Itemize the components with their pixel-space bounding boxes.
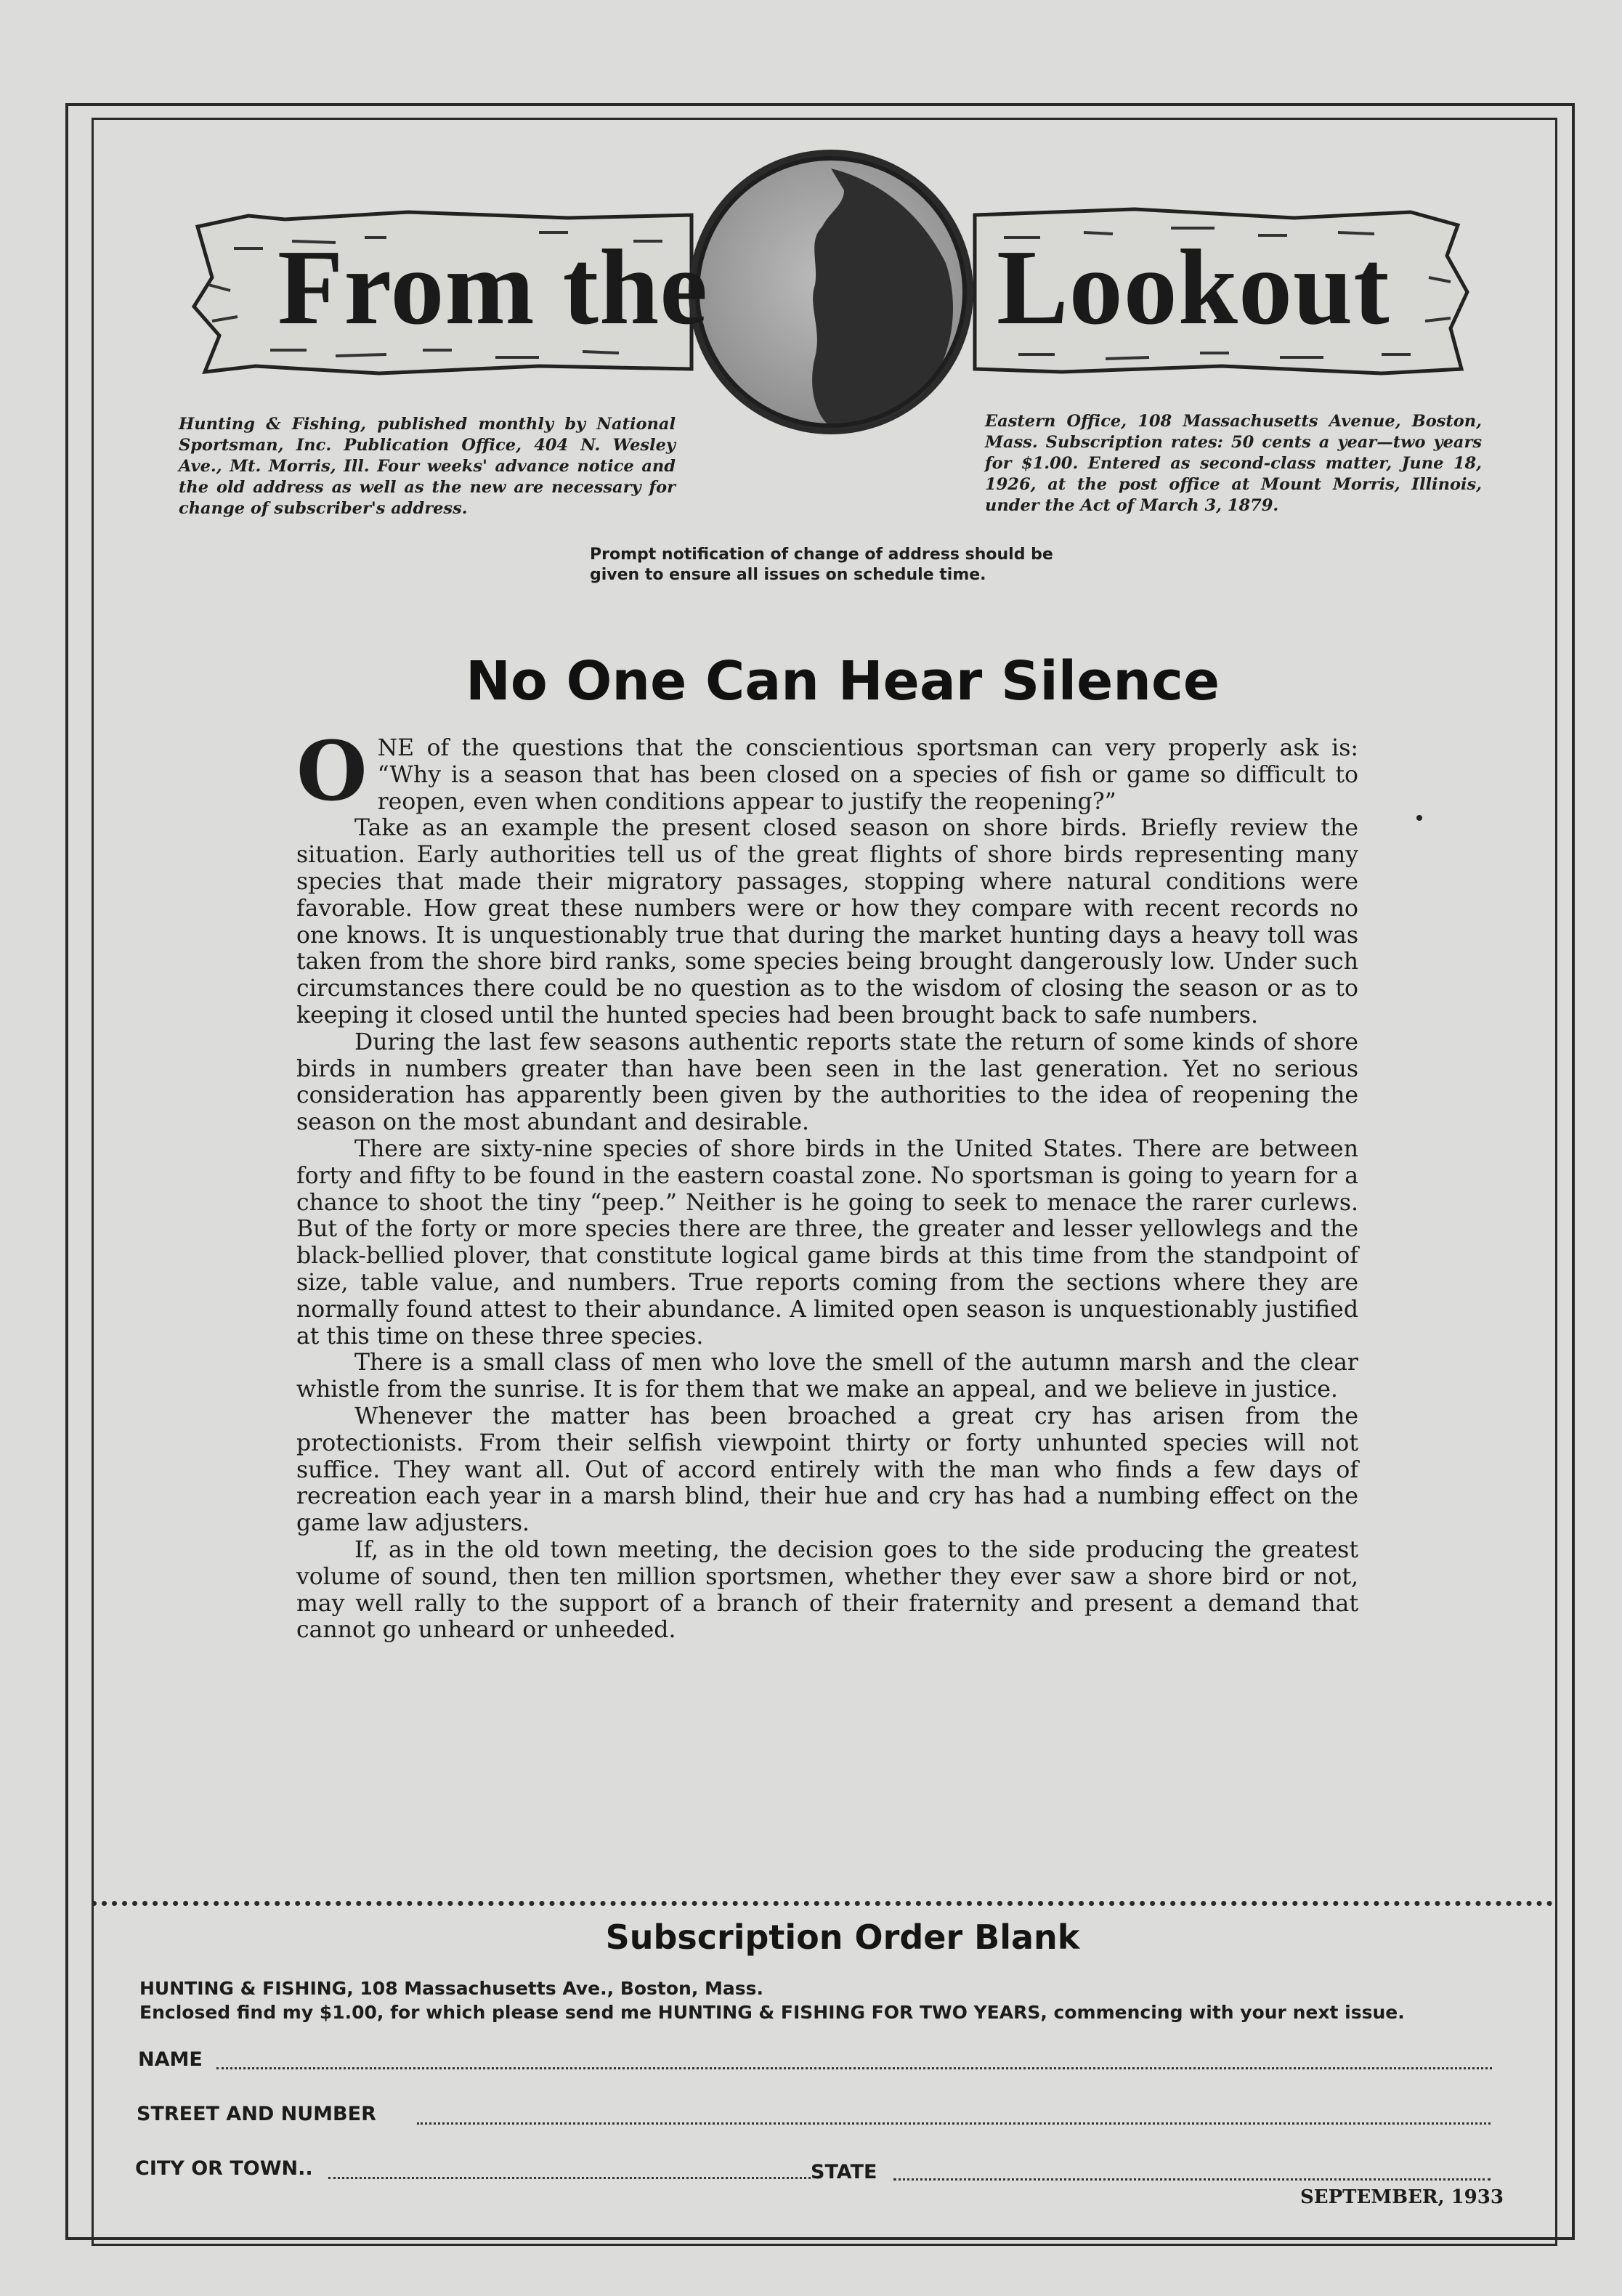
street-field[interactable]: [417, 2122, 1491, 2125]
article-paragraph: If, as in the old town meeting, the decision goes to the side producing the greatest volume of sound, then ten million sportsmen, whether they ever saw a shore bird or not, may well rally to the support of a branch of their fraternity and present a demand that cannot go unheard or unheeded.: [296, 1536, 1358, 1644]
state-label: STATE: [811, 2161, 877, 2183]
subscription-enclosed-text: Enclosed find my $1.00, for which please send me HUNTING & FISHING FOR TWO YEARS, commencing with your next issue.: [139, 2002, 1405, 2023]
article-paragraph: Take as an example the present closed season on shore birds. Briefly review the situation. Early authorities tell us of the great flights of shore birds representing many species that made their migratory passages, stopping where natural conditions were favorable. How great these numbers were or how they compare with recent records no one knows. It is unquestionably true that during the market hunting days a heavy toll was taken from the shore bird ranks, some species being brought dangerously low. Under such circumstances there could be no question as to the wisdom of closing the season or as to keeping it closed until the hunted species had been brought back to safe numbers.: [296, 815, 1358, 1029]
address-change-notice: Prompt notification of change of address should be given to ensure all issues on schedule time.: [590, 545, 1053, 584]
drop-cap: O: [296, 724, 368, 819]
print-speck: [1416, 815, 1422, 821]
name-label: NAME: [138, 2048, 203, 2071]
article-paragraph: During the last few seasons authentic reports state the return of some kinds of shore birds in numbers greater than have been seen in the last generation. Yet no serious consideration has apparently been given by the authorities to the idea of reopening the season on the most abundant and desirable.: [296, 1029, 1358, 1136]
publication-info: Hunting & Fishing, published monthly by National Sportsman, Inc. Publication Office, 404 N. Wesley Ave., Mt. Morris, Ill. Four weeks' advance notice and the old address as well as the new are necessary for change of subscriber's address.: [179, 415, 676, 518]
cut-line-divider: [92, 1901, 1553, 1906]
issue-date: SEPTEMBER, 1933: [1300, 2186, 1504, 2208]
state-field[interactable]: [893, 2178, 1491, 2181]
article-paragraph: There is a small class of men who love the smell of the autumn marsh and the clear whistle from the sunrise. It is for them that we make an appeal, and we believe in justice.: [296, 1350, 1358, 1403]
article-paragraph: ONE of the questions that the conscientious sportsman can very properly ask is: “Why is a season that has been closed on a species of fish or game so difficult to reopen, even when conditions appear to justify the reopening?”: [296, 724, 1358, 819]
banner-title-left: From the: [277, 228, 708, 347]
article-headline: No One Can Hear Silence: [465, 650, 1220, 713]
name-field[interactable]: [216, 2067, 1492, 2069]
article-paragraph: Whenever the matter has been broached a great cry has arisen from the protectionists. From their selfish viewpoint thirty or forty unhunted species will not suffice. They want all. Out of accord entirely with the man who finds a few days of recreation each year in a marsh blind, their hue and cry has had a numbing effect on the game law adjusters.: [296, 1403, 1358, 1537]
office-info: Eastern Office, 108 Massachusetts Avenue, Boston, Mass. Subscription rates: 50 cents a year—two years for $1.00. Entered as second-class matter, June 18, 1926, at the post office at Mount Morris, Illinois, under the Act of March 3, 1879.: [985, 412, 1482, 515]
city-field[interactable]: [328, 2177, 811, 2179]
city-label: CITY OR TOWN..: [135, 2157, 313, 2180]
subscription-form-title: Subscription Order Blank: [605, 1918, 1080, 1957]
article-body: [296, 724, 1358, 1644]
banner-title-right: Lookout: [997, 228, 1390, 347]
subscription-address: HUNTING & FISHING, 108 Massachusetts Ave., Boston, Mass.: [139, 1978, 764, 1999]
article-paragraph: There are sixty-nine species of shore birds in the United States. There are between forty and fifty to be found in the eastern coastal zone. No sportsman is going to yearn for a chance to shoot the tiny “peep.” Neither is he going to seek to menace the rarer curlews. But of the forty or more species there are three, the greater and lesser yellowlegs and the black-bellied plover, that constitute logical game birds at this time from the standpoint of size, table value, and numbers. True reports coming from the sections where they are normally found attest to their abundance. A limited open season is unquestionably justified at this time on these three species.: [296, 1135, 1358, 1350]
street-label: STREET AND NUMBER: [137, 2103, 376, 2125]
header-banner: [190, 139, 1472, 452]
